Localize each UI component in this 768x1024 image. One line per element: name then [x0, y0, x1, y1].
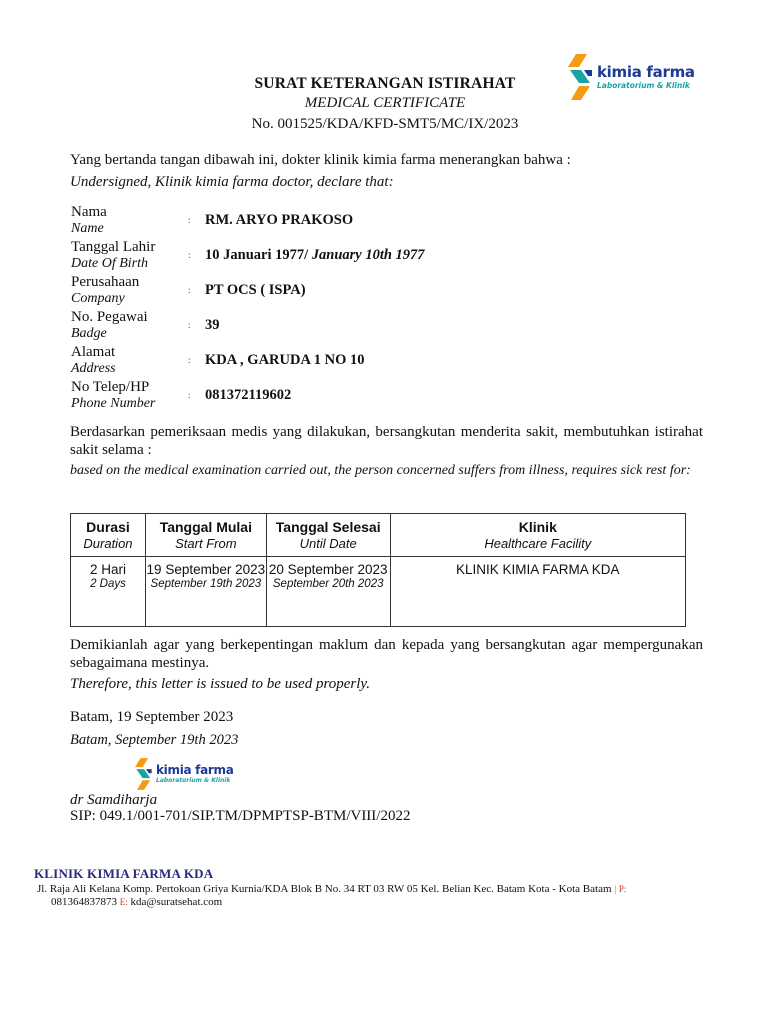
field-colon: :	[188, 285, 191, 295]
header-label: Durasi	[86, 519, 130, 535]
header-sublabel: Start From	[175, 536, 237, 551]
field-value-name: RM. ARYO PRAKOSO	[205, 212, 354, 228]
field-sublabel-dob: Date Of Birth	[71, 256, 148, 271]
field-label-address: Alamat	[71, 344, 116, 360]
document-subtitle: MEDICAL CERTIFICATE	[304, 95, 466, 111]
header-sublabel: Until Date	[299, 536, 357, 551]
closing-text-en: Therefore, this letter is issued to be used properly.	[70, 676, 370, 692]
field-value-dob	[205, 247, 425, 264]
field-sublabel-company: Company	[71, 291, 125, 306]
signer-sip: SIP: 049.1/001-701/SIP.TM/DPMPTSP-BTM/VIII/2022	[70, 808, 411, 824]
field-sublabel-badge: Badge	[71, 326, 107, 341]
signer-name: dr Samdiharja	[70, 792, 158, 808]
table-header-end	[266, 514, 390, 557]
header-label: Tanggal Mulai	[159, 519, 252, 535]
logo-name: kimia farma	[156, 763, 234, 777]
field-sublabel-address: Address	[71, 361, 116, 376]
logo-name: kimia farma	[597, 62, 695, 81]
kimia-farma-logo	[568, 54, 695, 100]
field-value-phone: 081372119602	[205, 387, 292, 403]
closing-text: Demikianlah agar yang berkepentingan maklum dan kepada yang bersangkutan agar mempergunakan sebagaimana mestinya.	[70, 637, 703, 671]
field-label-dob: Tanggal Lahir	[71, 239, 156, 255]
table-header-clinic	[390, 514, 685, 557]
intro-text: Yang bertanda tangan dibawah ini, dokter klinik kimia farma menerangkan bahwa :	[70, 152, 571, 168]
start-date-value-en: September 19th 2023	[150, 578, 262, 590]
footer-email: kda@suratsehat.com	[130, 896, 223, 908]
footer-email-label: E:	[119, 897, 128, 907]
cell-clinic	[390, 557, 685, 627]
table-header-start	[145, 514, 266, 557]
field-label-phone: No Telep/HP	[71, 379, 150, 395]
footer-phone-label: P:	[618, 884, 627, 894]
document-title: SURAT KETERANGAN ISTIRAHAT	[254, 75, 516, 92]
footer-address-line	[37, 883, 677, 895]
field-colon: :	[188, 390, 191, 400]
field-value-address: KDA , GARUDA 1 NO 10	[205, 352, 365, 368]
kimia-farma-logo-icon	[568, 54, 594, 100]
footer-separator: |	[614, 884, 617, 894]
footer-organization: KLINIK KIMIA FARMA KDA	[34, 866, 214, 881]
start-date-value: 19 September 2023	[146, 562, 266, 577]
end-date-value-en: September 20th 2023	[272, 578, 384, 590]
field-value-company: PT OCS ( ISPA)	[205, 282, 306, 298]
intro-text-en: Undersigned, Klinik kimia farma doctor, declare that:	[70, 174, 394, 190]
footer-address: Jl. Raja Ali Kelana Komp. Pertokoan Griya Kurnia/KDA Blok B No. 34 RT 03 RW 05 Kel. Belian Kec. Batam Kota - Kota Batam	[37, 883, 612, 895]
place-date: Batam, 19 September 2023	[70, 709, 234, 725]
table-header-duration	[71, 514, 146, 557]
field-colon: :	[188, 355, 191, 365]
cell-start-date	[145, 557, 266, 627]
field-sublabel-phone: Phone Number	[71, 396, 156, 411]
footer-phone: 081364837873	[51, 896, 117, 908]
footer-contact-line	[51, 896, 222, 908]
logo-tagline: Laboratorium & Klinik	[156, 777, 231, 784]
field-sublabel-name: Name	[71, 221, 104, 236]
exam-text: Berdasarkan pemeriksaan medis yang dilakukan, bersangkutan menderita sakit, membutuhkan istirahat sakit selama :	[70, 424, 703, 458]
duration-value-en: 2 Days	[90, 578, 126, 590]
field-value-dob-id: 10 Januari 1977/	[205, 247, 309, 263]
cell-duration	[71, 557, 146, 627]
header-sublabel: Duration	[83, 536, 133, 551]
field-colon: :	[188, 320, 191, 330]
field-label-company: Perusahaan	[71, 274, 140, 290]
field-value-dob-en: January 10th 1977	[311, 247, 425, 263]
header-sublabel: Healthcare Facility	[484, 536, 592, 551]
sick-leave-table	[70, 513, 686, 627]
header-label: Klinik	[518, 519, 557, 535]
clinic-value: KLINIK KIMIA FARMA KDA	[456, 562, 620, 577]
document-number: No. 001525/KDA/KFD-SMT5/MC/IX/2023	[251, 116, 519, 132]
cell-end-date	[266, 557, 390, 627]
kimia-farma-logo-icon	[135, 756, 153, 792]
field-colon: :	[188, 250, 191, 260]
field-label-name: Nama	[71, 204, 107, 220]
field-value-badge: 39	[205, 317, 220, 333]
field-label-badge: No. Pegawai	[71, 309, 148, 325]
logo-tagline: Laboratorium & Klinik	[597, 80, 690, 90]
duration-value: 2 Hari	[89, 562, 126, 577]
field-colon: :	[188, 215, 191, 225]
header-label: Tanggal Selesai	[275, 519, 381, 535]
exam-text-en: based on the medical examination carried out, the person concerned suffers from illness, requires sick rest for:	[70, 463, 691, 478]
place-date-en: Batam, September 19th 2023	[70, 732, 239, 748]
end-date-value: 20 September 2023	[268, 562, 388, 577]
table-header-row	[71, 514, 686, 557]
signature-logo	[135, 756, 234, 792]
table-row	[71, 557, 686, 627]
